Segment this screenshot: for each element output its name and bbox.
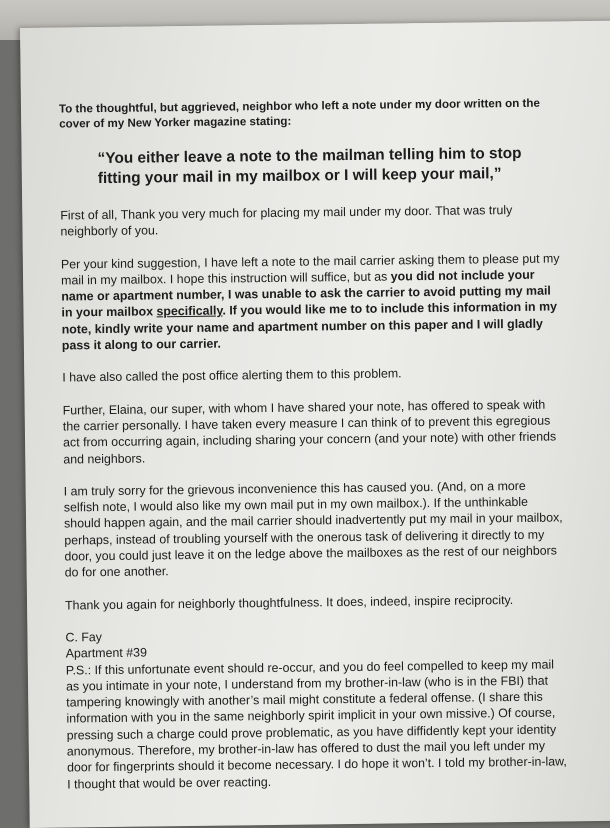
signature-name: C. Fay (65, 629, 103, 645)
paragraph-post-office: I have also called the post office alerting them to this problem. (62, 366, 402, 385)
quoted-note: “You either leave a note to the mailman telling him to stop fitting your mail in my mailbox or I will keep your mail,” (97, 144, 522, 188)
paragraph-closing: Thank you again for neighborly thoughtfulness. It does, indeed, inspire reciprocity. (64, 592, 514, 613)
paragraph-suggestion-plain: Per your kind suggestion, I have left a note to the mail carrier asking them to please put my mail in my mailbox. I hope this instruction will suffice, but as (60, 251, 560, 288)
paragraph-super: Further, Elaina, our super, with whom I have shared your note, has offered to speak with the carrier personally. I have taken every measure I can think of to prevent this egregious act from occurring again, including sharing your concern (and your note) with other friends and neighbors. (62, 397, 557, 467)
paragraph-suggestion (61, 250, 562, 354)
letter-body (59, 96, 567, 792)
signature-block (65, 623, 567, 792)
paragraph-thanks: First of all, Thank you very much for placing my mail under my door. That was truly neighborly of you. (60, 203, 513, 239)
paragraph-suggestion-underline: specifically (156, 304, 223, 319)
letter-intro: To the thoughtful, but aggrieved, neighbor who left a note under my door written on the cover of my New Yorker magazine stating: (58, 96, 540, 131)
signature-apartment: Apartment #39 (65, 645, 148, 661)
paragraph-suggestion-bold-b: . If you would like me to to include this information in my note, kindly write your name and apartment number on this paper and I will gladly pass it along to our carrier. (61, 299, 558, 353)
postscript: P.S.: If this unfortunate event should re-occur, and you do feel compelled to keep my mail as you intimate in your note, I understand from my brother-in-law (who is in the FBI) that tampering knowingly with another’s mail might constitute a federal offense. (I share this information with you in the same neighborly spirit implicit in your own missive.) Of course, pressing such a charge could prove problematic, as you have diffidently kept your identity anonymous. Therefore, my brother-in-law has offered to dust the mail you left under my door for fingerprints should it become necessary. I do hope it won’t. I told my brother-in-law, I thought that would be over reacting. (65, 657, 567, 792)
paragraph-apology: I am truly sorry for the grievous inconvenience this has caused you. (And, on a more selfish note, I would also like my own mail put in my own mailbox.). If the unthinkable should happen again, and the mail carrier should inadvertently put my mail in your mailbox, perhaps, instead of troubling yourself with the onerous task of delivering it directly to my door, you could just leave it on the ledge above the mailboxes as the rest of our neighbors do for one another. (63, 478, 563, 580)
paragraph-suggestion-bold-a: you did not include your name or apartment number, I was unable to ask the carrier to avoid putting my mail in your mailbox (61, 267, 551, 320)
paper-sheet (20, 21, 610, 828)
